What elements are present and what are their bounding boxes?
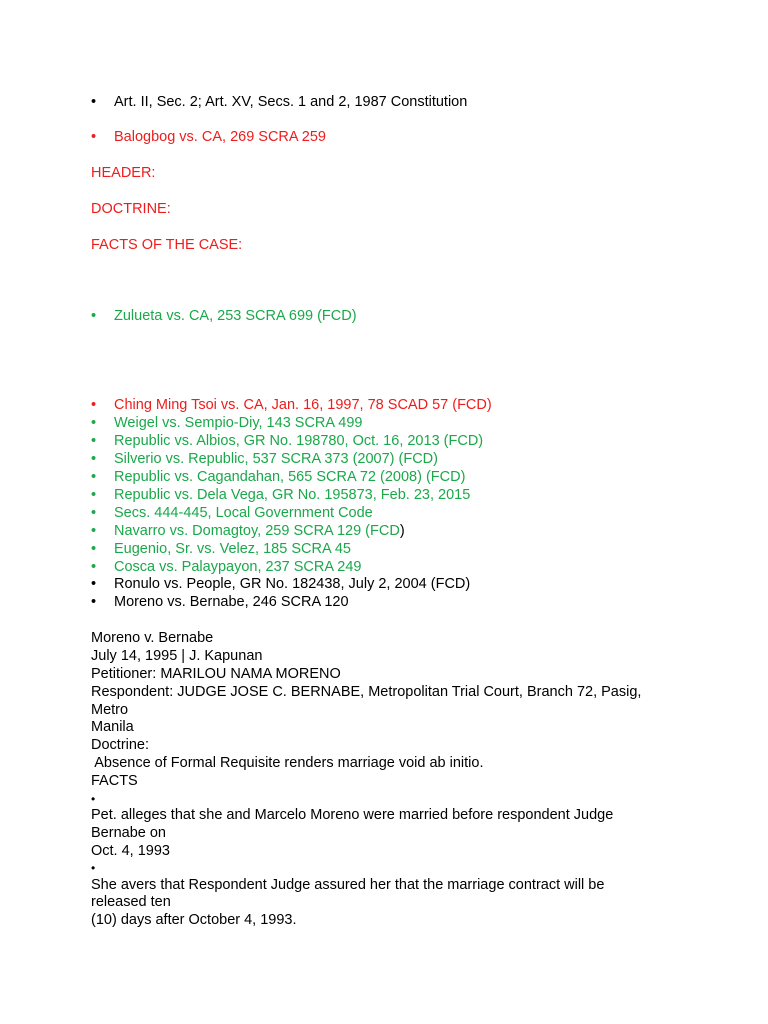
list-item [91,396,492,414]
bullet-icon: • [91,541,97,557]
list-item [91,414,363,432]
list-item-text: Ching Ming Tsoi vs. CA, Jan. 16, 1997, 78 SCAD 57 (FCD) [114,397,492,413]
bullet-icon: • [91,469,97,485]
list-item [91,593,349,611]
digest-facts-label: FACTS [91,773,138,789]
bullet-icon: • [91,594,97,610]
list-item-text: Republic vs. Dela Vega, GR No. 195873, Feb. 23, 2015 [114,487,471,503]
list-item [91,558,361,576]
digest-respondent-cont: Manila [91,719,134,735]
bullet-icon: • [91,792,96,806]
list-item-text: Moreno vs. Bernabe, 246 SCRA 120 [114,594,349,610]
facts-heading: FACTS OF THE CASE: [91,237,243,253]
list-item-text: Republic vs. Cagandahan, 565 SCRA 72 (2008) (FCD) [114,469,466,485]
bullet-icon: • [91,559,97,575]
list-item-text: Balogbog vs. CA, 269 SCRA 259 [114,129,326,145]
bullet-icon: • [91,523,97,539]
list-item [91,432,483,450]
digest-fact-text: (10) days after October 4, 1993. [91,912,297,928]
digest-doctrine-text: Absence of Formal Requisite renders marriage void ab initio. [91,755,484,771]
bullet-icon: • [91,415,97,431]
bullet-icon: • [91,397,97,413]
bullet-icon: • [91,487,97,503]
digest-doctrine-label: Doctrine: [91,737,150,753]
list-item-tail: ) [399,523,405,539]
list-item-text: Republic vs. Albios, GR No. 198780, Oct. 16, 2013 (FCD) [114,433,484,449]
bullet-icon: • [91,308,97,324]
list-item [91,450,438,468]
bullet-icon: • [91,451,97,467]
header-heading: HEADER: [91,165,156,181]
list-item [91,93,467,111]
list-item-text: Art. II, Sec. 2; Art. XV, Secs. 1 and 2, 1987 Constitution [114,94,468,110]
bullet-icon: • [91,505,97,521]
list-item-text: Secs. 444-445, Local Government Code [114,505,373,521]
list-item [91,504,373,522]
bullet-icon: • [91,433,97,449]
list-item-text: Silverio vs. Republic, 537 SCRA 373 (2007) (FCD) [114,451,438,467]
list-item [91,522,405,540]
list-item-text: Eugenio, Sr. vs. Velez, 185 SCRA 45 [114,541,351,557]
list-item-text: Navarro vs. Domagtoy, 259 SCRA 129 (FCD [114,523,400,539]
digest-fact-text: Bernabe on [91,825,166,841]
digest-case-title: Moreno v. Bernabe [91,630,214,646]
list-item-text: Weigel vs. Sempio-Diy, 143 SCRA 499 [114,415,363,431]
bullet-icon: • [91,576,97,592]
bullet-icon: • [91,861,96,875]
list-item [91,486,470,504]
doctrine-heading: DOCTRINE: [91,201,171,217]
bullet-icon: • [91,129,97,145]
digest-fact-text: She avers that Respondent Judge assured her that the marriage contract will be [91,877,605,893]
list-item [91,540,351,558]
digest-respondent: Respondent: JUDGE JOSE C. BERNABE, Metropolitan Trial Court, Branch 72, Pasig, [91,684,642,700]
list-item [91,575,470,593]
list-item-text: Cosca vs. Palaypayon, 237 SCRA 249 [114,559,362,575]
digest-petitioner: Petitioner: MARILOU NAMA MORENO [91,666,341,682]
list-item-text: Ronulo vs. People, GR No. 182438, July 2, 2004 (FCD) [114,576,471,592]
list-item [91,128,326,146]
digest-date-ponente: July 14, 1995 | J. Kapunan [91,648,263,664]
digest-respondent-cont: Metro [91,702,129,718]
digest-fact-text: released ten [91,894,171,910]
digest-fact-text: Oct. 4, 1993 [91,843,170,859]
digest-fact-text: Pet. alleges that she and Marcelo Moreno were married before respondent Judge [91,807,614,823]
list-item-text: Zulueta vs. CA, 253 SCRA 699 (FCD) [114,308,357,324]
bullet-icon: • [91,94,97,110]
list-item [91,468,465,486]
list-item [91,307,357,325]
